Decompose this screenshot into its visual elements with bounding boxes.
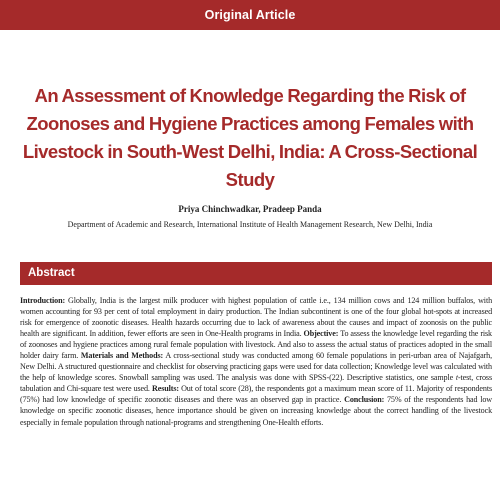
introduction-text: Globally, India is the largest milk producer with highest population of cattle i.e., 134 million cows and 124 million buffalos, with women accounting for 93 per cent of total employment in dairy production. The Indian subcontinent is one of the four global hot-spots at increased risk for emergence of zoonotic diseases. Health hazards occurring due to lack of awareness about the causes and impact of zoonosis on the public health are significant. In addition, fewer efforts are seen in One-Health programs in India.: [20, 296, 492, 339]
introduction-label: Introduction:: [20, 296, 66, 305]
results-label: Results:: [152, 384, 179, 394]
results-text: Out of total score (28), the respondents got a maximum mean score of 11. Majority of respondents (75%) had low knowledge of specific zoonotic diseases and there was an observed gap in practice.: [20, 384, 492, 405]
methods-text: A cross-sectional study was conducted among 60 female populations in peri-urban area of Najafgarh, New Delhi. A structured questionnaire and checklist for observing practicing gaps were used for data collection; Knowledge level was calculated with the help of knowledge scores. Snowball sampling was used. The analysis was done with SPSS-(22). Descriptive statistics, one sample: [20, 351, 492, 383]
methods-label: Materials and Methods:: [80, 351, 164, 361]
abstract-header-band: [20, 262, 492, 285]
conclusion-label: Conclusion:: [344, 395, 385, 405]
methods-text-continued: -test, cross tabulation and Chi-square test were used.: [20, 373, 492, 394]
abstract-heading: Abstract: [28, 267, 75, 279]
article-title: An Assessment of Knowledge Regarding the Risk of Zoonoses and Hygiene Practices among Females with Livestock in South-West Delhi, India: A Cross-Sectional Study: [22, 85, 478, 190]
author-list: Priya Chinchwadkar, Pradeep Panda: [178, 204, 322, 214]
objective-label: Objective:: [303, 329, 339, 339]
article-type-label: Original Article: [204, 8, 296, 22]
author-affiliation: Department of Academic and Research, International Institute of Health Management Research, New Delhi, India: [67, 220, 433, 229]
abstract-body: [20, 295, 492, 428]
objective-text: To assess the knowledge level regarding the risk of zoonoses and hygiene practices among rural female population with livestock. And also to assess the actual status of practices adopted in the small holder dairy farm.: [20, 329, 492, 361]
methods-t-italic: t: [455, 373, 458, 383]
conclusion-text: 75% of the respondents had low knowledge on specific zoonotic diseases, hence importance should be given on increasing knowledge about the correct handling of the livestock especially in female population through national-programs and strengthening One-Health efforts.: [20, 395, 492, 427]
